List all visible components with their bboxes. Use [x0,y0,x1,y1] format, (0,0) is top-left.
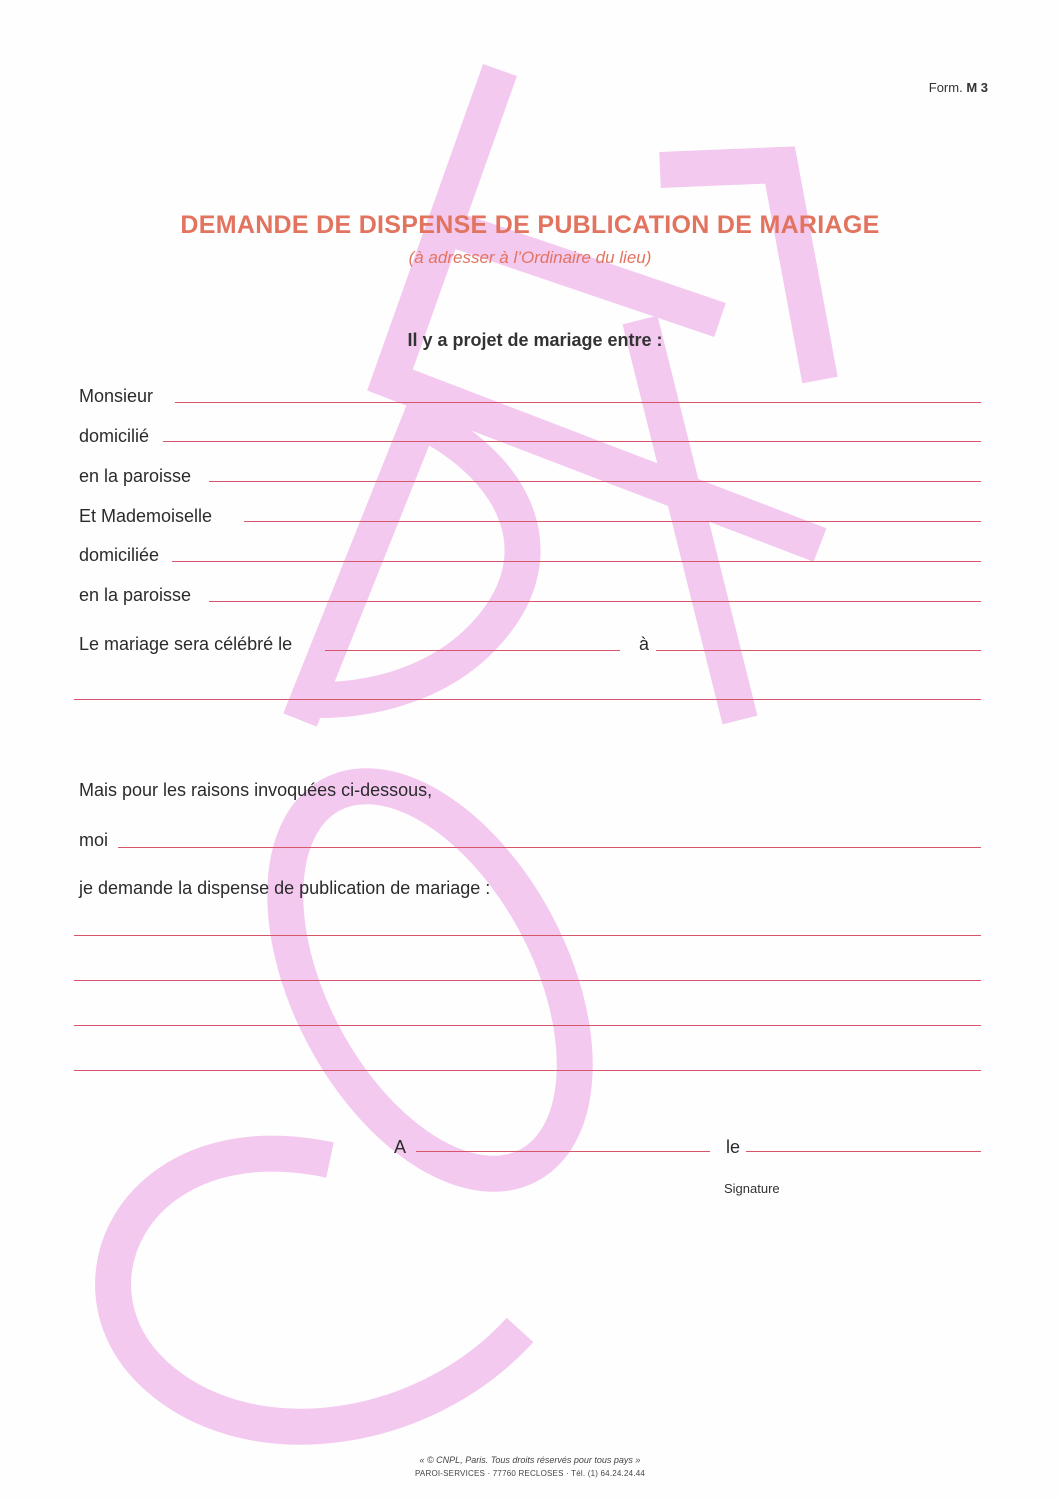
signature-label: Signature [724,1181,780,1196]
document-title: DEMANDE DE DISPENSE DE PUBLICATION DE MARIAGE [180,211,880,239]
monsieur-label: Monsieur [79,386,154,406]
closing-date-field[interactable] [746,1151,981,1152]
request-text: je demande la dispense de publication de mariage : [79,878,491,898]
celebration-date-label: Le mariage sera célébré le [79,634,293,654]
reason-line-2[interactable] [74,980,981,981]
moi-field[interactable] [118,847,981,848]
project-heading: Il y a projet de mariage entre : [407,330,663,350]
reason-line-1[interactable] [74,935,981,936]
paroisse-2-label: en la paroisse [79,585,192,605]
moi-label: moi [79,830,109,850]
closing-place-label: A [394,1137,407,1157]
celebration-place-field[interactable] [656,650,981,651]
form-code: Form. M 3 [928,80,988,95]
celebration-extra-field[interactable] [74,699,981,700]
celebration-date-field[interactable] [325,650,620,651]
mademoiselle-field[interactable] [244,521,981,522]
document-subtitle: (à adresser à l’Ordinaire du lieu) [408,248,652,267]
footer-copyright: « © CNPL, Paris. Tous droits réservés pour tous pays » [419,1455,641,1465]
mademoiselle-label: Et Mademoiselle [79,506,213,526]
footer-publisher: PAROI-SERVICES · 77760 RECLOSES · Tél. (1) 64.24.24.44 [414,1469,645,1478]
celebration-place-label: à [639,634,650,654]
domiciliee-field[interactable] [172,561,981,562]
domicilie-label: domicilié [79,426,150,446]
reasons-intro: Mais pour les raisons invoquées ci-dessous, [79,780,433,800]
domiciliee-label: domiciliée [79,545,160,565]
closing-date-label: le [726,1137,741,1157]
paroisse-2-field[interactable] [209,601,981,602]
reason-line-4[interactable] [74,1070,981,1071]
monsieur-field[interactable] [175,402,981,403]
paroisse-1-field[interactable] [209,481,981,482]
domicilie-field[interactable] [163,441,981,442]
paroisse-1-label: en la paroisse [79,466,192,486]
closing-place-field[interactable] [416,1151,710,1152]
reason-line-3[interactable] [74,1025,981,1026]
